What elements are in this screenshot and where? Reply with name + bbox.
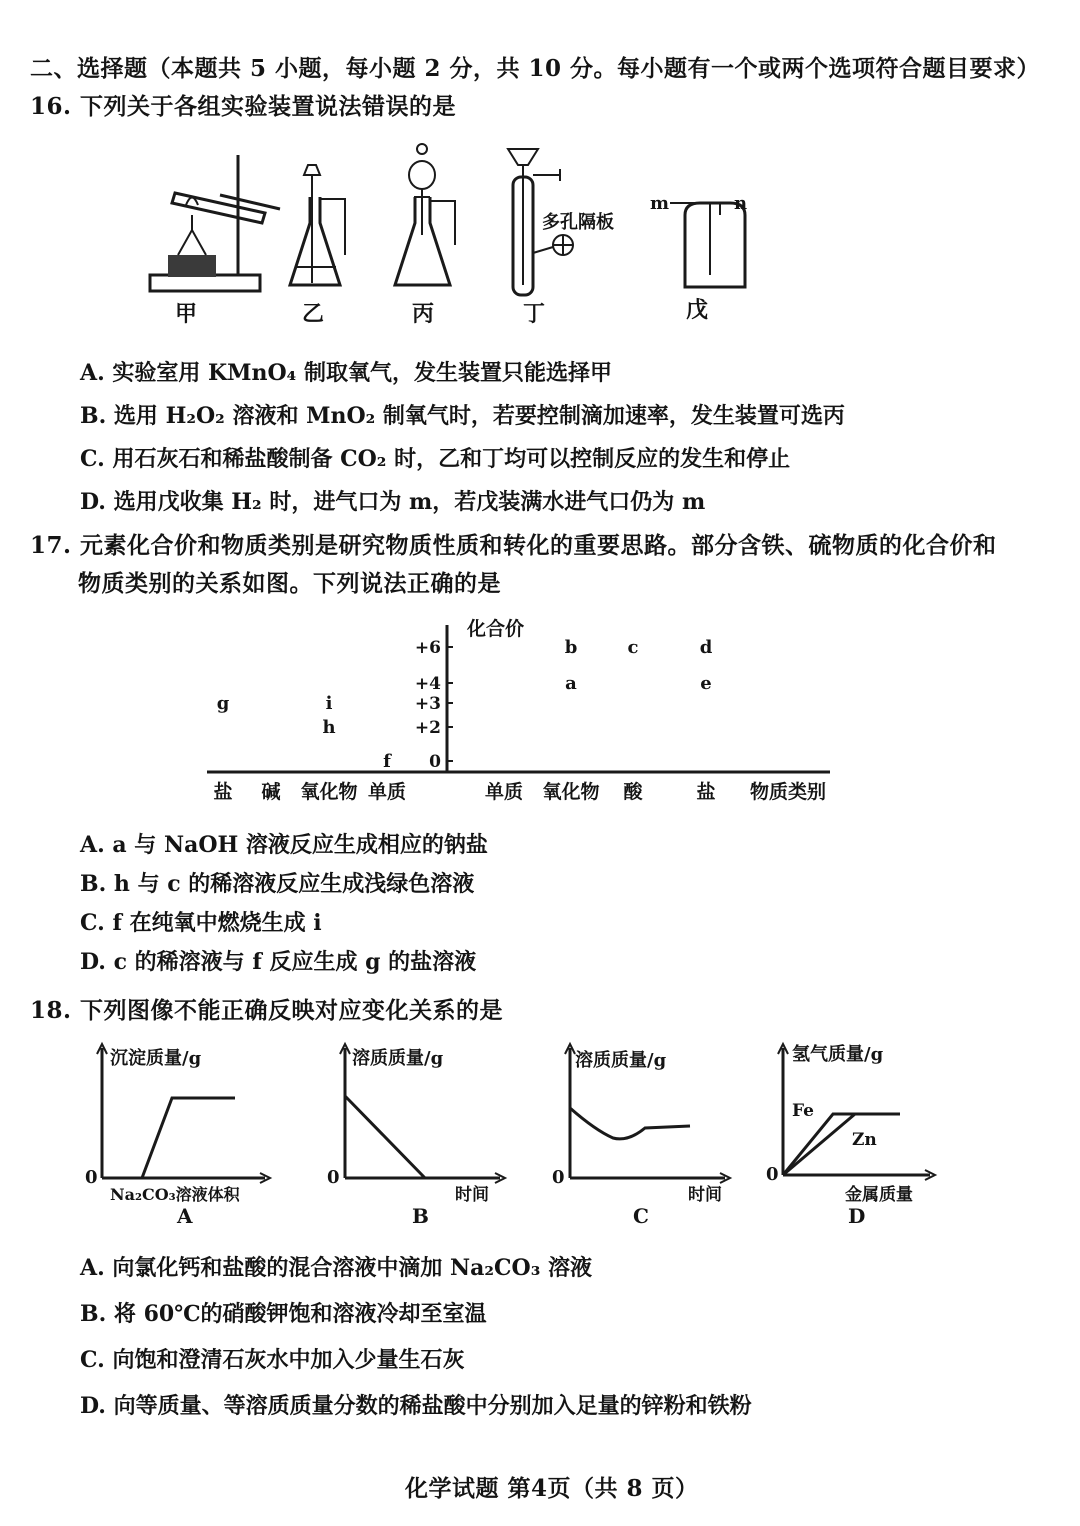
graph-d-origin: 0 <box>766 1164 779 1185</box>
point-e: e <box>700 673 712 694</box>
port-m-label: m <box>650 193 670 214</box>
port-n-label: n <box>734 193 748 214</box>
q16-option-b: B. 选用 H₂O₂ 溶液和 MnO₂ 制氧气时，若要控制滴加速率，发生装置可选丙 <box>80 403 845 429</box>
graph-a-ylabel: 沉淀质量/g <box>110 1048 202 1069</box>
q18-option-d: D. 向等质量、等溶质质量分数的稀盐酸中分别加入足量的锌粉和铁粉 <box>80 1393 752 1419</box>
graph-c-xlabel: 时间 <box>688 1185 722 1205</box>
graph-b-curve <box>345 1096 425 1178</box>
graph-d-xlabel: 金属质量 <box>845 1185 913 1205</box>
label-bing: 丙 <box>412 301 435 327</box>
graph-d-fe-label: Fe <box>792 1101 814 1121</box>
label-yi: 乙 <box>302 301 325 327</box>
graph-a-origin: 0 <box>85 1167 98 1188</box>
graph-b-xlabel: 时间 <box>455 1185 489 1205</box>
label-jia: 甲 <box>175 301 198 327</box>
q16-apparatus-figure <box>130 135 780 335</box>
graph-c <box>552 1044 730 1228</box>
graph-b-ylabel: 溶质质量/g <box>352 1048 444 1069</box>
label-ding: 丁 <box>523 301 546 327</box>
x-category-label: 碱 <box>261 781 281 803</box>
q16-option-c: C. 用石灰石和稀盐酸制备 CO₂ 时，乙和丁均可以控制反应的发生和停止 <box>80 446 791 472</box>
y-tick-label: +2 <box>414 718 441 738</box>
graph-c-curve <box>570 1108 690 1139</box>
x-category-label: 酸 <box>623 781 643 803</box>
x-category-label: 盐 <box>696 781 716 803</box>
q17-option-d: D. c 的稀溶液与 f 反应生成 g 的盐溶液 <box>80 949 477 975</box>
page-footer: 化学试题 第4页（共 8 页） <box>405 1475 699 1502</box>
x-category-label: 单质 <box>484 781 524 803</box>
point-f: f <box>383 751 391 772</box>
y-axis-label: 化合价 <box>467 618 525 640</box>
graph-c-id: C <box>633 1204 649 1228</box>
apparatus-yi <box>290 165 345 285</box>
label-wu: 戊 <box>686 297 709 323</box>
y-tick-label: 0 <box>429 752 441 772</box>
graph-d-zn-label: Zn <box>852 1130 877 1150</box>
graph-b-id: B <box>412 1204 429 1228</box>
q17-option-a: A. a 与 NaOH 溶液反应生成相应的钠盐 <box>80 832 488 858</box>
point-i: i <box>325 693 333 714</box>
q18-graphs <box>80 1038 960 1233</box>
q18-option-c: C. 向饱和澄清石灰水中加入少量生石灰 <box>80 1347 465 1373</box>
graph-d-zn-curve <box>783 1114 855 1175</box>
point-g: g <box>216 693 230 714</box>
graph-a-curve <box>142 1098 235 1178</box>
q17-option-c: C. f 在纯氧中燃烧生成 i <box>80 910 322 936</box>
x-axis-label: 物质类别 <box>750 781 827 803</box>
q17-stem-line1: 17. 元素化合价和物质类别是研究物质性质和转化的重要思路。部分含铁、硫物质的化合价和 <box>30 532 997 559</box>
graph-a-xlabel: Na₂CO₃溶液体积 <box>110 1185 240 1204</box>
q17-valence-chart <box>195 605 855 810</box>
apparatus-bing <box>395 144 455 285</box>
q18-option-a: A. 向氯化钙和盐酸的混合溶液中滴加 Na₂CO₃ 溶液 <box>80 1255 593 1281</box>
y-tick-label: +6 <box>414 638 441 658</box>
q16-option-a: A. 实验室用 KMnO₄ 制取氧气，发生装置只能选择甲 <box>80 360 612 386</box>
q16-option-d: D. 选用戊收集 H₂ 时，进气口为 m，若戊装满水进气口仍为 m <box>80 489 706 515</box>
x-category-label: 氧化物 <box>542 781 600 803</box>
q17-option-b: B. h 与 c 的稀溶液反应生成浅绿色溶液 <box>80 871 475 897</box>
graph-c-ylabel: 溶质质量/g <box>575 1050 667 1071</box>
graph-d-id: D <box>848 1204 866 1228</box>
q16-stem: 16. 下列关于各组实验装置说法错误的是 <box>30 93 457 120</box>
apparatus-jia <box>150 155 280 291</box>
y-tick-label: +4 <box>414 674 441 694</box>
y-tick-label: +3 <box>414 694 441 714</box>
point-c: c <box>627 637 639 658</box>
point-d: d <box>699 637 713 658</box>
graph-d-fe-curve <box>783 1114 900 1175</box>
q17-stem-line2: 物质类别的关系如图。下列说法正确的是 <box>78 570 501 597</box>
graph-c-origin: 0 <box>552 1167 565 1188</box>
point-a: a <box>565 673 577 694</box>
graph-d <box>766 1043 935 1228</box>
q18-option-b: B. 将 60℃的硝酸钾饱和溶液冷却至室温 <box>80 1301 487 1327</box>
graph-b-origin: 0 <box>327 1167 340 1188</box>
q18-stem: 18. 下列图像不能正确反映对应变化关系的是 <box>30 997 504 1024</box>
point-b: b <box>564 637 578 658</box>
graph-a <box>85 1044 270 1228</box>
porous-plate-label: 多孔隔板 <box>542 212 614 233</box>
section-header: 二、选择题（本题共 5 小题，每小题 2 分，共 10 分。每小题有一个或两个选项符合题目要求） <box>30 55 1041 82</box>
point-h: h <box>322 717 336 738</box>
x-category-label: 氧化物 <box>300 781 358 803</box>
graph-d-ylabel: 氢气质量/g <box>792 1044 884 1065</box>
apparatus-wu <box>670 203 745 287</box>
x-category-label: 盐 <box>213 781 233 803</box>
graph-a-id: A <box>177 1204 193 1228</box>
x-category-label: 单质 <box>367 781 407 803</box>
graph-b <box>327 1044 505 1228</box>
